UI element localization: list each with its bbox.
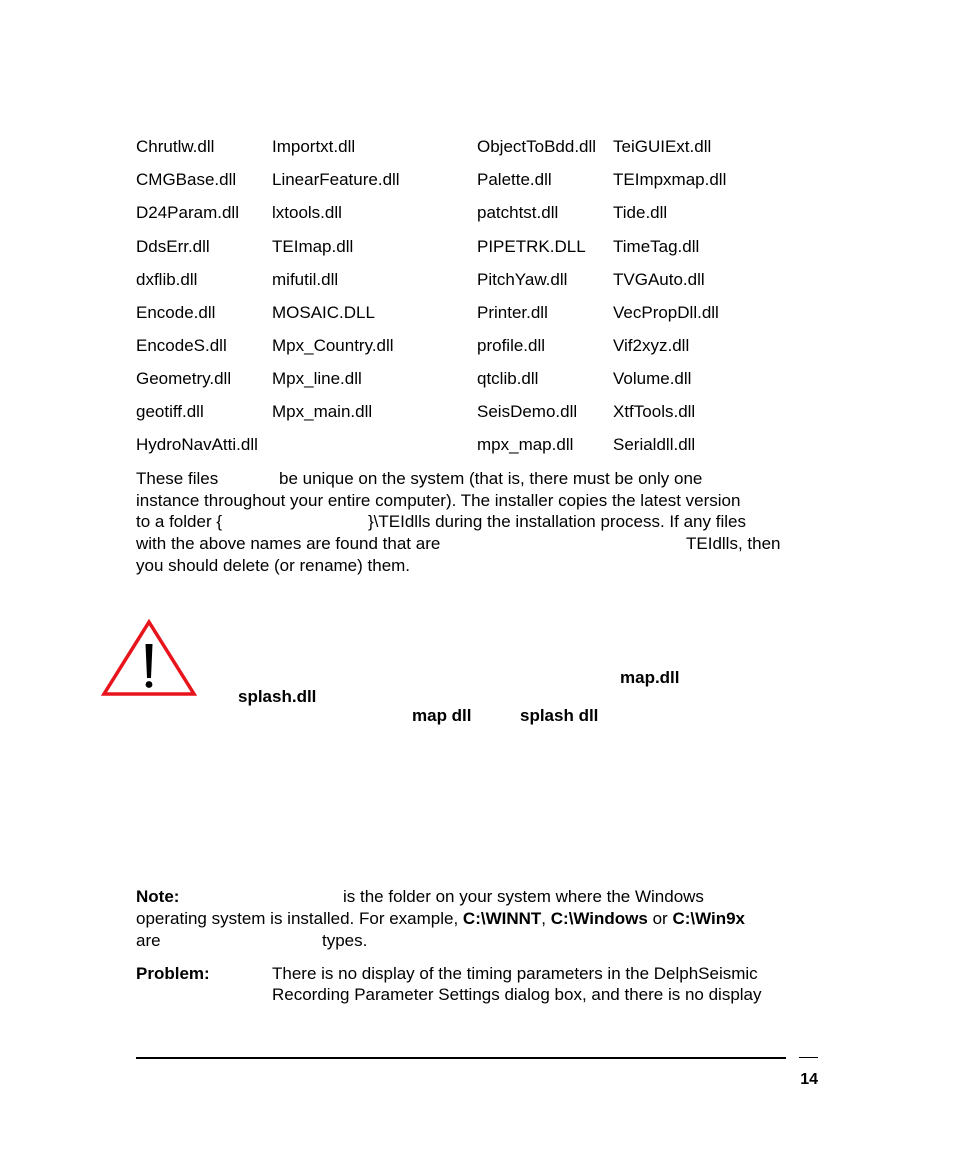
dll-table-cell: profile.dll: [477, 336, 546, 355]
dll-table-cell: MOSAIC.DLL: [272, 303, 375, 322]
note-line-3a: are: [136, 931, 161, 950]
dll-table-cell: VecPropDll.dll: [613, 303, 719, 322]
dll-table-cell: Geometry.dll: [136, 369, 232, 388]
paragraph-line-5: you should delete (or rename) them.: [136, 556, 411, 575]
dll-table-cell: SeisDemo.dll: [477, 402, 578, 421]
dll-table-cell: PIPETRK.DLL: [477, 237, 586, 256]
dll-table-cell: TEImpxmap.dll: [613, 170, 727, 189]
dll-table-cell: TeiGUIExt.dll: [613, 137, 712, 156]
warning-map-dll-2: map dll: [412, 706, 472, 725]
dll-table-cell: Encode.dll: [136, 303, 216, 322]
dll-table-cell: ObjectToBdd.dll: [477, 137, 597, 156]
paragraph-line-3b: }\TEIdlls during the installation process. If any files: [368, 512, 746, 531]
dll-table-cell: DdsErr.dll: [136, 237, 210, 256]
note-winnt: C:\WINNT: [462, 909, 542, 928]
page-number: 14: [800, 1071, 818, 1088]
paragraph-line-4a: with the above names are found that are: [136, 534, 441, 553]
dll-table-cell: lxtools.dll: [272, 203, 342, 222]
dll-table-cell: Importxt.dll: [272, 137, 356, 156]
problem-label: Problem:: [136, 964, 210, 983]
dll-table-cell: Palette.dll: [477, 170, 552, 189]
warning-map-dll-1: map.dll: [620, 668, 680, 687]
footer-rule: [136, 1057, 786, 1059]
dll-table-cell: Mpx_line.dll: [272, 369, 362, 388]
dll-table-cell: Printer.dll: [477, 303, 548, 322]
dll-table-cell: Mpx_Country.dll: [272, 336, 394, 355]
problem-line-1: There is no display of the timing parameters in the DelphSeismic: [272, 964, 758, 983]
note-line-1: is the folder on your system where the Windows: [343, 887, 704, 906]
dll-table-cell: EncodeS.dll: [136, 336, 227, 355]
dll-table-cell: Vif2xyz.dll: [613, 336, 690, 355]
dll-table-cell: mpx_map.dll: [477, 435, 574, 454]
dll-table-cell: TimeTag.dll: [613, 237, 700, 256]
warning-splash-dll-1: splash.dll: [238, 687, 317, 706]
note-win9x: C:\Win9x: [672, 909, 746, 928]
dll-table-cell: D24Param.dll: [136, 203, 239, 222]
footer-rule-short: [799, 1057, 818, 1058]
note-line-2a: operating system is installed. For example,: [136, 909, 463, 928]
note-windows: C:\Windows: [550, 909, 648, 928]
problem-line-2: Recording Parameter Settings dialog box, and there is no display: [272, 985, 762, 1004]
dll-table-cell: Serialdll.dll: [613, 435, 696, 454]
dll-table-cell: qtclib.dll: [477, 369, 539, 388]
dll-table-cell: CMGBase.dll: [136, 170, 237, 189]
note-line-2: [136, 909, 745, 929]
dll-table-cell: PitchYaw.dll: [477, 270, 568, 289]
warning-splash-dll-2: splash dll: [520, 706, 599, 725]
warning-triangle-icon: [101, 618, 197, 698]
dll-table-cell: Volume.dll: [613, 369, 692, 388]
dll-table-cell: TVGAuto.dll: [613, 270, 705, 289]
paragraph-line-3a: to a folder {: [136, 512, 223, 531]
paragraph-line-2: instance throughout your entire computer). The installer copies the latest version: [136, 491, 741, 510]
dll-table-cell: Tide.dll: [613, 203, 668, 222]
dll-table-cell: XtfTools.dll: [613, 402, 696, 421]
dll-table-cell: HydroNavAtti.dll: [136, 435, 258, 454]
dll-table-cell: mifutil.dll: [272, 270, 339, 289]
paragraph-line-1b: be unique on the system (that is, there must be only one: [279, 469, 703, 488]
paragraph-line-4b: TEIdlls, then: [686, 534, 781, 553]
dll-table-cell: Mpx_main.dll: [272, 402, 373, 421]
note-or: or: [647, 909, 673, 928]
note-line-3b: types.: [322, 931, 368, 950]
dll-table-cell: geotiff.dll: [136, 402, 204, 421]
dll-table-cell: TEImap.dll: [272, 237, 354, 256]
dll-table-cell: LinearFeature.dll: [272, 170, 400, 189]
dll-table-cell: Chrutlw.dll: [136, 137, 215, 156]
note-label: Note:: [136, 887, 180, 906]
dll-table-cell: patchtst.dll: [477, 203, 559, 222]
note-comma: ,: [541, 909, 551, 928]
paragraph-line-1a: These files: [136, 469, 219, 488]
dll-table-cell: dxflib.dll: [136, 270, 198, 289]
